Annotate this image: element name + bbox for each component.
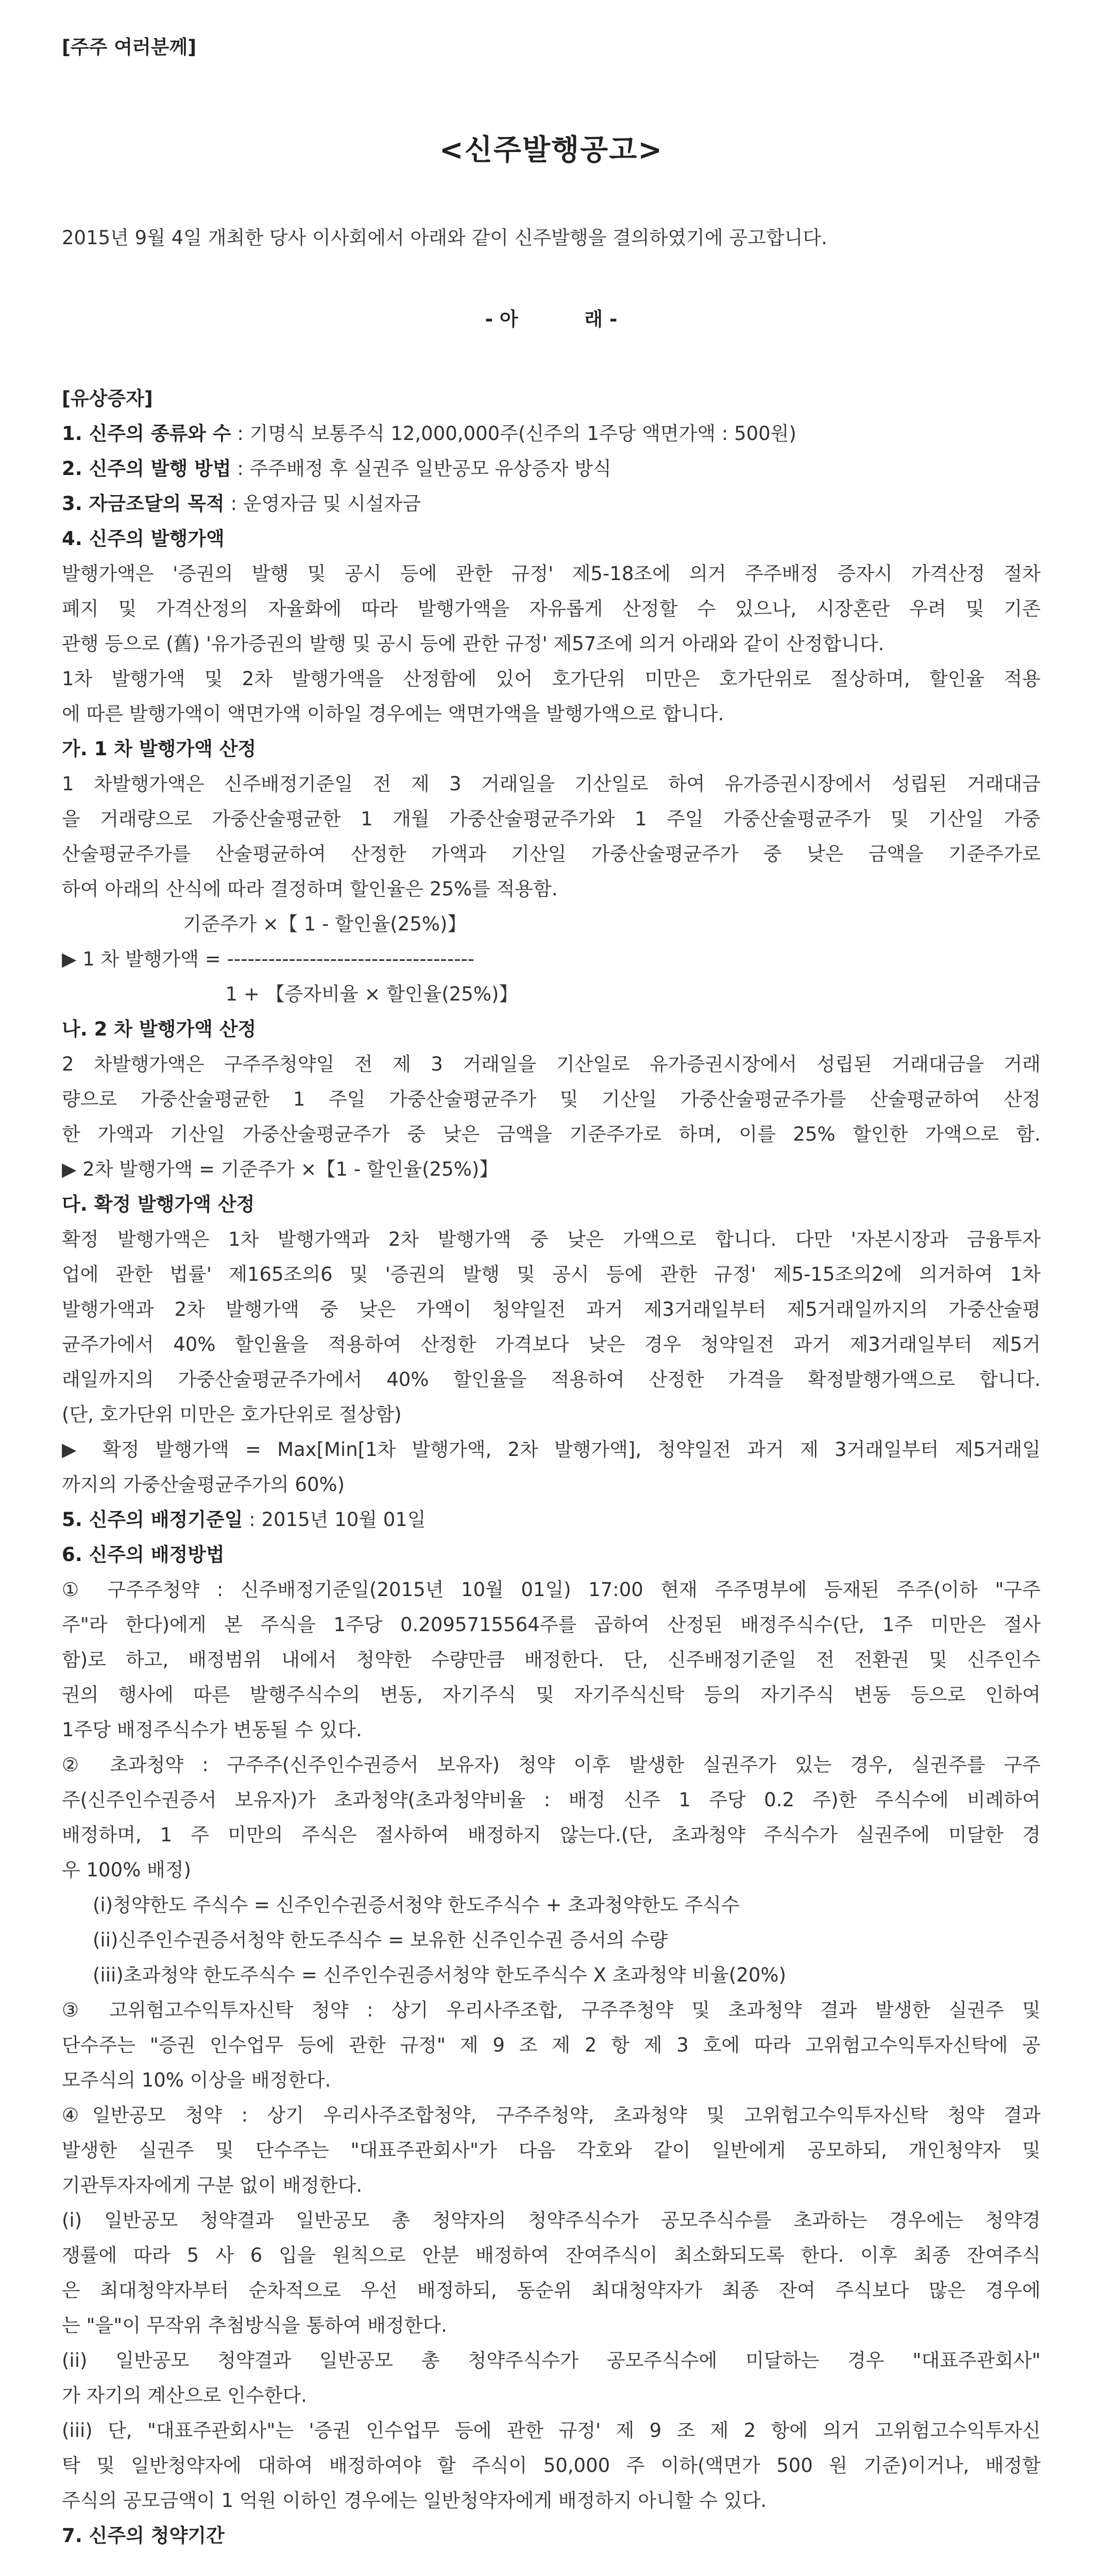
item-text: (i) 일반공모 청약결과 일반공모 총 청약자의 청약주식수가 공모주식수를 초과하는 경우에는 청약경 [62,2209,1041,2231]
item-text: 나. 2 차 발행가액 산정 [62,1018,257,1040]
text-line [62,1572,1041,1607]
text-line [62,1853,1041,1888]
item-text: 에 따른 발행가액이 액면가액 이하일 경우에는 액면가액을 발행가액으로 합니다. [62,703,724,725]
text-line [62,1537,1041,1572]
text-line [62,451,1041,486]
item-text: (iii)초과청약 한도주식수 = 신주인수권증서청약 한도주식수 X 초과청약 비율(20%) [93,1964,787,1986]
header-tag: [주주 여러분께] [62,36,197,58]
text-line [62,1502,1041,1537]
item-text: ③ 고위험고수익투자신탁 청약 : 상기 우리사주조합, 구주주청약 및 초과청약 결과 발생한 실권주 및 [62,1999,1041,2021]
notice-title: <신주발행공고> [439,133,663,167]
text-line [62,486,1041,521]
text-line [62,1397,1041,1432]
item-text: 4. 신주의 발행가액 [62,528,225,550]
text-line [62,872,1041,907]
item-label: 3. 자금조달의 목적 [62,493,225,515]
item-text: 배정하며, 1 주 미만의 주식은 절사하여 배정하지 않는다.(단, 초과청약 주식수가 실권주에 미달한 경 [62,1824,1041,1846]
text-line [62,2203,1041,2238]
text-line [62,1012,1041,1047]
item-label: 1. 신주의 종류와 수 [62,422,231,445]
item-text: 1주당 배정주식수가 변동될 수 있다. [62,1719,362,1741]
text-line [62,2413,1041,2448]
item-text: 래일까지의 가중산술평균주가에서 40% 할인율을 적용하여 산정한 가격을 확정발행가액으로 합니다. [62,1368,1041,1391]
item-text: 다. 확정 발행가액 산정 [62,1193,255,1215]
text-line [62,1362,1041,1397]
item-text: 1차 발행가액 및 2차 발행가액을 산정함에 있어 호가단위 미만은 호가단위로 절상하며, 할인율 적용 [62,668,1041,690]
item-text: 균주가에서 40% 할인율을 적용하여 산정한 가격보다 낮은 경우 청약일전 과거 제3거래일부터 제5거 [62,1333,1041,1355]
item-text: 단수주는 "증권 인수업무 등에 관한 규정" 제 9 조 제 2 항 제 3 호에 따라 고위험고수익투자신탁에 공 [62,2034,1041,2056]
text-line [62,1713,1041,1748]
item-text: 2 차발행가액은 구주주청약일 전 제 3 거래일을 기산일로 유가증권시장에서 성립된 거래대금을 거래 [62,1053,1041,1075]
text-line [62,591,1041,626]
item-text: 까지의 가중산술평균주가의 60%) [62,1473,345,1496]
text-line [62,1467,1041,1502]
text-line [62,977,1041,1012]
item-text: 관행 등으로 (舊) '유가증권의 발행 및 공시 등에 관한 규정' 제57조에 의거 아래와 같이 산정합니다. [62,633,884,655]
item-text: 함)로 하고, 배정범위 내에서 청약한 수량만큼 배정한다. 단, 신주배정기준일 전 전환권 및 신주인수 [62,1649,1041,1671]
item-text: 는 "을"이 무작위 추첨방식을 통하여 배정한다. [62,2314,447,2336]
text-line [62,2098,1041,2133]
item-text: (iii) 단, "대표주관회사"는 '증권 인수업무 등에 관한 규정' 제 9 조 제 2 항에 의거 고위험고수익투자신 [62,2419,1041,2442]
item-text: 6. 신주의 배정방법 [62,1544,225,1566]
text-line [62,1187,1041,1222]
item-text: 업에 관한 법률' 제165조의6 및 '증권의 발행 및 공시 등에 관한 규정' 제5-15조의2에 의거하여 1차 [62,1263,1041,1285]
item-text: (단, 호가단위 미만은 호가단위로 절상함) [62,1403,402,1426]
text-line [62,942,1041,977]
text-line [62,381,1041,416]
text-line [62,2343,1041,2378]
item-text: 한 가액과 기산일 가중산술평균주가 중 낮은 금액을 기준주가로 하며, 이를 25% 할인한 가액으로 함. [62,1123,1041,1145]
text-line [62,1432,1041,1467]
item-text: ① 구주주청약 : 신주배정기준일(2015년 10월 01일) 17:00 현재 주주명부에 등재된 주주(이하 "구주 [62,1579,1041,1601]
text-line [62,2378,1041,2413]
item-text: 은 최대청약자부터 순차적으로 우선 배정하되, 동순위 최대청약자가 최종 잔여 주식보다 많은 경우에 [62,2279,1041,2301]
item-text: 발행가액과 2차 발행가액 중 낮은 가액이 청약일전 과거 제3거래일부터 제5거래일까지의 가중산술평 [62,1298,1041,1320]
item-text: 1 차발행가액은 신주배정기준일 전 제 3 거래일을 기산일로 하여 유가증권시장에서 성립된 거래대금 [62,773,1041,795]
text-line [62,732,1041,767]
item-label: 2. 신주의 발행 방법 [62,457,231,480]
item-text: 폐지 및 가격산정의 자율화에 따라 발행가액을 자유롭게 산정할 수 있으나, 시장혼란 우려 및 기존 [62,598,1041,620]
intro-text: 2015년 9월 4일 개최한 당사 이사회에서 아래와 같이 신주발행을 결의하였기에 공고합니다. [62,227,827,249]
text-line [62,2448,1041,2483]
item-text: 탁 및 일반청약자에 대하여 배정하여야 할 주식이 50,000 주 이하(액면가 500 원 기준)이거나, 배정할 [62,2454,1041,2477]
text-line [62,521,1041,556]
item-text: 기관투자자에게 구분 없이 배정한다. [62,2174,363,2196]
below-heading: - 아 래 - [485,308,618,330]
text-line [62,1257,1041,1292]
text-line [62,1677,1041,1713]
text-line [62,626,1041,662]
text-line [62,2028,1041,2063]
text-line [62,1783,1041,1818]
text-line [62,907,1041,942]
item-text: 모주식의 10% 이상을 배정한다. [62,2069,331,2091]
text-line [62,767,1041,802]
text-line [62,1222,1041,1257]
item-text: 기준주가 ×【 1 - 할인율(25%)】 [62,913,467,935]
item-text: 가. 1 차 발행가액 산정 [62,738,257,760]
item-text: 하여 아래의 산식에 따라 결정하며 할인율은 25%를 적용함. [62,878,558,900]
item-text: 을 거래량으로 가중산술평균한 1 개월 가중산술평균주가와 1 주일 가중산술평균주가 및 기산일 가중 [62,808,1041,830]
text-line [62,2273,1041,2308]
item-text: : 주주배정 후 실권주 일반공모 유상증자 방식 [231,457,611,480]
text-line [62,416,1041,451]
item-text: : 기명식 보통주식 12,000,000주(신주의 1주당 액면가액 : 500원) [231,422,796,445]
text-line [62,1993,1041,2028]
item-text: : 운영자금 및 시설자금 [224,493,421,515]
text-line [62,2063,1041,2098]
item-text: 발생한 실권주 및 단수주는 "대표주관회사"가 다음 각호와 같이 일반에게 공모하되, 개인청약자 및 [62,2139,1041,2161]
text-line [62,1292,1041,1327]
item-text: 1 + 【증자비율 × 할인율(25%)】 [62,983,518,1005]
item-label: 5. 신주의 배정기준일 [62,1509,243,1531]
item-text: 확정 발행가액은 1차 발행가액과 2차 발행가액 중 낮은 가액으로 합니다. 다만 '자본시장과 금융투자 [62,1228,1041,1250]
item-text: 량으로 가중산술평균한 1 주일 가중산술평균주가 및 기산일 가중산술평균주가를 산술평균하여 산정 [62,1088,1041,1110]
item-text: (ii)신주인수권증서청약 한도주식수 = 보유한 신주인수권 증서의 수량 [93,1929,668,1951]
item-text: 발행가액은 '증권의 발행 및 공시 등에 관한 규정' 제5-18조에 의거 주주배정 증자시 가격산정 절차 [62,563,1041,585]
item-text: 주"라 한다)에게 본 주식을 1주당 0.2095715564주를 곱하여 산정된 배정주식수(단, 1주 미만은 절사 [62,1614,1041,1636]
text-line [62,1607,1041,1642]
item-text: 주(신주인수권증서 보유자)가 초과청약(초과청약비율 : 배정 신주 1 주당 0.2 주)한 주식수에 비례하여 [62,1789,1041,1811]
text-line [62,2238,1041,2273]
text-line [62,1748,1041,1783]
item-text: 산술평균주가를 산술평균하여 산정한 가액과 기산일 가중산술평균주가 중 낮은 금액을 기준주가로 [62,843,1041,865]
text-line [62,697,1041,732]
text-line [62,2168,1041,2203]
text-line [62,1642,1041,1677]
item-text: (i)청약한도 주식수 = 신주인수권증서청약 한도주식수 + 초과청약한도 주식수 [93,1894,740,1916]
item-text: 7. 신주의 청약기간 [62,2524,225,2547]
text-line [62,1958,1041,1993]
text-line [62,1888,1041,1923]
item-text: : 2015년 10월 01일 [243,1509,426,1531]
item-text: 우 100% 배정) [62,1859,191,1881]
item-text: [유상증자] [62,387,153,410]
text-line [62,1047,1041,1082]
text-line [62,1327,1041,1362]
text-line [62,1117,1041,1152]
item-text: ▶ 1 차 발행가액 = ------------------------------------ [62,948,475,970]
text-line [62,802,1041,837]
text-line [62,2483,1041,2518]
text-line [62,1923,1041,1958]
text-line [62,1082,1041,1117]
item-text: 가 자기의 계산으로 인수한다. [62,2384,307,2406]
item-text: 주식의 공모금액이 1 억원 이하인 경우에는 일반청약자에게 배정하지 아니할 수 있다. [62,2489,767,2512]
text-line [62,1818,1041,1853]
item-text: ④일반공모 청약 : 상기 우리사주조합청약, 구주주청약, 초과청약 및 고위험고수익투자신탁 청약 결과 [62,2104,1041,2126]
item-text: (ii) 일반공모 청약결과 일반공모 총 청약주식수가 공모주식수에 미달하는 경우 "대표주관회사" [62,2349,1041,2371]
text-line [62,662,1041,697]
item-text: ▶ 2차 발행가액 = 기준주가 ×【1 - 할인율(25%)】 [62,1158,499,1180]
item-text: ② 초과청약 : 구주주(신주인수권증서 보유자) 청약 이후 발생한 실권주가 있는 경우, 실권주를 구주 [62,1754,1041,1776]
item-text: 쟁률에 따라 5 사 6 입을 원칙으로 안분 배정하여 잔여주식이 최소화되도록 한다. 이후 최종 잔여주식 [62,2244,1041,2266]
text-line [62,2308,1041,2343]
text-line [62,837,1041,872]
item-text: ▶ 확정 발행가액 = Max[Min[1차 발행가액, 2차 발행가액], 청약일전 과거 제 3거래일부터 제5거래일 [62,1438,1041,1461]
section-block-1 [62,381,1041,2553]
text-line [62,2518,1041,2553]
text-line [62,2133,1041,2168]
text-line [62,556,1041,591]
item-text: 권의 행사에 따른 발행주식수의 변동, 자기주식 및 자기주식신탁 등의 자기주식 변동 등으로 인하여 [62,1684,1041,1706]
text-line [62,1152,1041,1187]
